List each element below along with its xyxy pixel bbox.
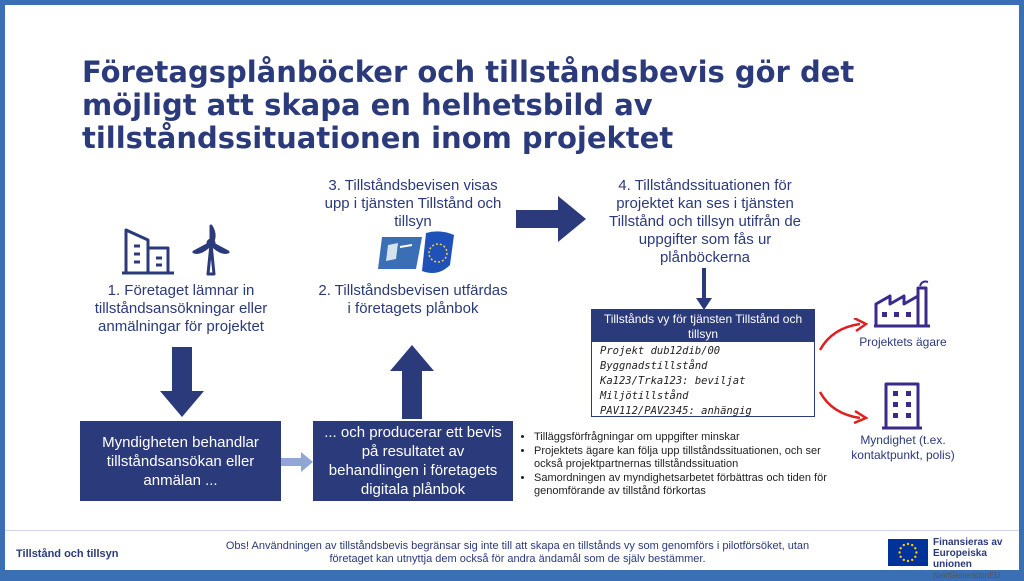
proof-production-box: ... och producerar ett bevis på resultatet av behandlingen i företagets digitala plånbok bbox=[313, 421, 513, 501]
footer-divider bbox=[5, 530, 1019, 531]
eu-line2: Europeiska unionen bbox=[933, 548, 987, 570]
list-item: • Samordningen av myndighetsarbetet förbättras och tiden för genomförande av tillstånd förkortas bbox=[534, 472, 834, 498]
step4-text: 4. Tillståndssituationen för projektet kan ses i tjänsten Tillstånd och tillsyn utifrån de uppgifter som fås ur plånböckerna bbox=[608, 177, 802, 266]
step1-text: 1. Företaget lämnar in tillståndsansökningar eller anmälningar för projektet bbox=[94, 282, 268, 335]
page-title: Företagsplånböcker och tillståndsbevis gör det möjligt att skapa en helhetsbild av tillståndssituationen inom projektet bbox=[82, 55, 855, 155]
right-arrow-icon bbox=[281, 452, 313, 472]
buildings-icon bbox=[120, 226, 176, 276]
footer-note: Obs! Användningen av tillståndsbevis begränsar sig inte till att skapa en tillstånds vy som genomförs i pilotförsöket, utan företaget kan utnyttja dem också för andra ändamål som de själv bestämmer. bbox=[225, 540, 810, 565]
eu-funding-label bbox=[933, 537, 1024, 581]
list-item: • Projektets ägare kan följa upp tillståndssituationen, och ser också projektpartnernas tillståndssituation bbox=[534, 445, 834, 471]
down-thin-arrow-icon bbox=[694, 268, 714, 310]
down-arrow-icon bbox=[160, 347, 204, 419]
permit-view-list bbox=[592, 342, 814, 421]
authority-label: Myndighet (t.ex. kontaktpunkt, polis) bbox=[851, 433, 955, 462]
factory-icon bbox=[872, 280, 932, 330]
permit-view-header: Tillstånds vy för tjänsten Tillstånd och tillsyn bbox=[592, 310, 814, 342]
eu-flag-icon bbox=[888, 539, 928, 566]
footer-service-name: Tillstånd och tillsyn bbox=[16, 548, 119, 560]
permit-line: Projekt dub12dib/00 bbox=[600, 345, 721, 357]
permit-line: Byggnadstillstånd bbox=[600, 360, 708, 372]
step2-text: 2. Tillståndsbevisen utfärdas i företagets plånbok bbox=[318, 282, 508, 317]
permit-line: Ka123/Trka123: beviljat bbox=[600, 375, 746, 387]
authority-processing-box: Myndigheten behandlar tillståndsansökan eller anmälan ... bbox=[80, 421, 281, 501]
eu-line3: NextGenerationEU bbox=[933, 571, 1001, 580]
red-arrow-down-icon bbox=[818, 390, 868, 424]
permit-view-panel bbox=[591, 309, 815, 417]
permit-line: PAV112/PAV2345: anhängig bbox=[600, 405, 752, 417]
step3-text: 3. Tillståndsbevisen visas upp i tjänsten Tillstånd och tillsyn bbox=[324, 177, 502, 230]
list-item: • Tilläggsförfrågningar om uppgifter minskar bbox=[534, 431, 834, 444]
permit-line: Miljötillstånd bbox=[600, 390, 689, 402]
office-building-icon bbox=[880, 380, 924, 430]
eu-line1: Finansieras av bbox=[933, 537, 1003, 548]
big-right-arrow-icon bbox=[516, 196, 586, 242]
up-arrow-icon bbox=[390, 345, 434, 419]
wallet-certificate-icon bbox=[378, 229, 458, 277]
benefits-list bbox=[520, 431, 834, 499]
owner-label: Projektets ägare bbox=[859, 335, 947, 349]
wind-turbine-icon bbox=[188, 224, 234, 276]
